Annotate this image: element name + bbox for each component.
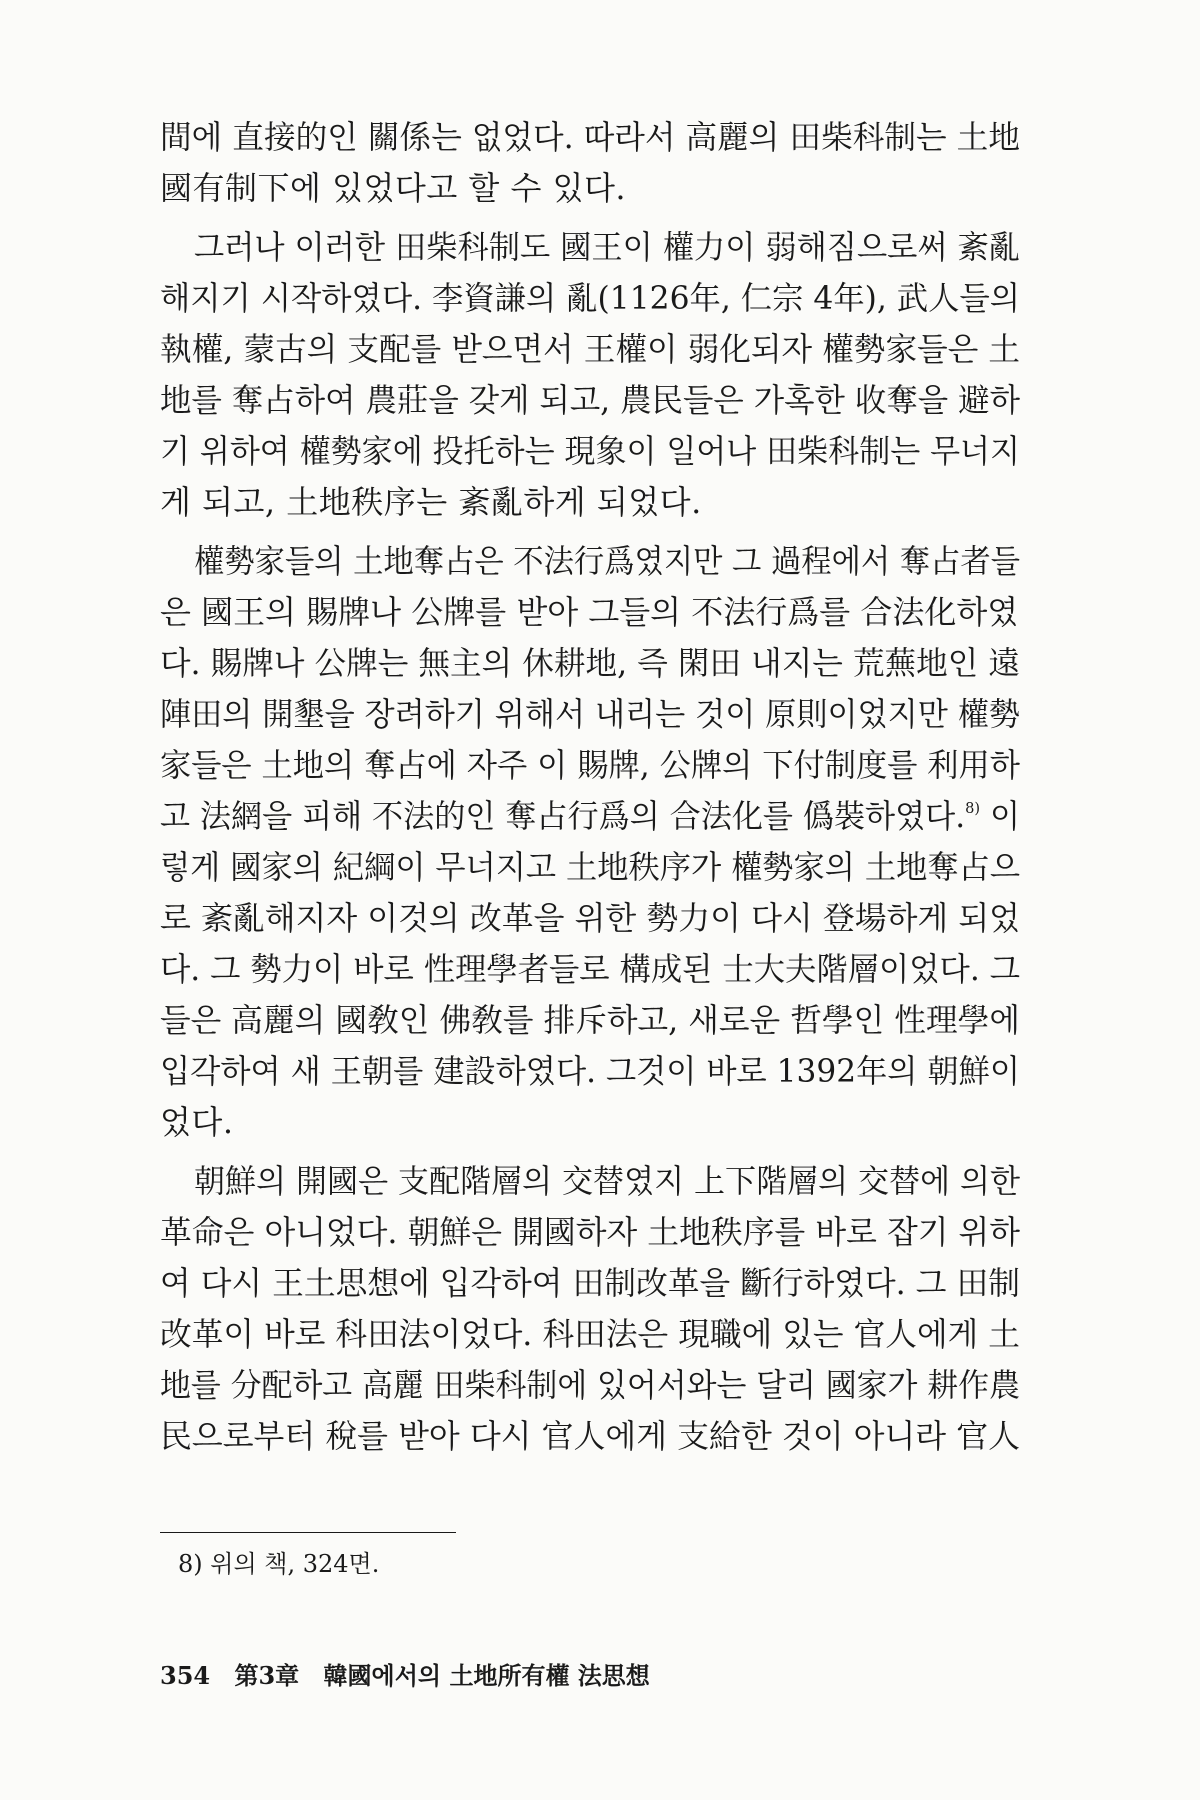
line-text: 렇게 國家의 紀綱이 무너지고 土地秩序가 權勢家의 土地奪占으 (160, 848, 1020, 886)
text-line: 고 法網을 피해 不法的인 奪占行爲의 合法化를 僞裝하였다.8) 이 (160, 791, 1020, 842)
line-text: 들은 高麗의 國敎인 佛敎를 排斥하고, 새로운 哲學인 性理學에 (160, 1001, 1020, 1039)
text-line (160, 740, 1020, 791)
text-line (160, 1411, 1020, 1462)
text-line (160, 1046, 1020, 1097)
page-footer (160, 1658, 650, 1694)
line-text: 陣田의 開墾을 장려하기 위해서 내리는 것이 原則이었지만 權勢 (160, 695, 1020, 733)
line-text: 改革이 바로 科田法이었다. 科田法은 現職에 있는 官人에게 土 (160, 1315, 1020, 1353)
text-line (160, 375, 1020, 426)
text-line (160, 1309, 1020, 1360)
line-text: 權勢家들의 土地奪占은 不法行爲였지만 그 過程에서 奪占者들 (194, 542, 1020, 580)
text-line (160, 944, 1020, 995)
line-text: 國有制下에 있었다고 할 수 있다. (160, 169, 627, 207)
paragraph-start-line (160, 222, 1020, 273)
text-line (160, 689, 1020, 740)
line-text: 다. 賜牌나 公牌는 無主의 休耕地, 즉 閑田 내지는 荒蕪地인 遠 (160, 644, 1020, 682)
line-text: 다. 그 勢力이 바로 性理學者들로 構成된 士大夫階層이었다. 그 (160, 950, 1020, 988)
line-text: 해지기 시작하였다. 李資謙의 亂(1126年, 仁宗 4年), 武人들의 (160, 279, 1020, 317)
paragraph-start-line (160, 536, 1020, 587)
line-text: 地를 分配하고 高麗 田柴科制에 있어서와는 달리 國家가 耕作農 (160, 1366, 1020, 1404)
line-text: 間에 直接的인 關係는 없었다. 따라서 高麗의 田柴科制는 土地 (160, 118, 1020, 156)
text-line (160, 273, 1020, 324)
line-text: 朝鮮의 開國은 支配階層의 交替였지 上下階層의 交替에 의한 (194, 1162, 1020, 1200)
chapter-number: 第3章 (234, 1661, 300, 1690)
line-text: 革命은 아니었다. 朝鮮은 開國하자 土地秩序를 바로 잡기 위하 (160, 1213, 1020, 1251)
line-text: 執權, 蒙古의 支配를 받으면서 王權이 弱化되자 權勢家들은 土 (160, 330, 1020, 368)
text-line (160, 1207, 1020, 1258)
text-line (160, 1258, 1020, 1309)
line-text: 게 되고, 土地秩序는 紊亂하게 되었다. (160, 483, 702, 521)
line-text: 地를 奪占하여 農莊을 갖게 되고, 農民들은 가혹한 收奪을 避하 (160, 381, 1020, 419)
text-line (160, 995, 1020, 1046)
text-line (160, 426, 1020, 477)
text-line (160, 842, 1020, 893)
line-text: 입각하여 새 王朝를 建設하였다. 그것이 바로 1392年의 朝鮮이 (160, 1052, 1020, 1090)
text-line (160, 587, 1020, 638)
chapter-title: 韓國에서의 土地所有權 法思想 (323, 1661, 650, 1690)
text-line (160, 324, 1020, 375)
line-text: 은 國王의 賜牌나 公牌를 받아 그들의 不法行爲를 合法化하였 (160, 593, 1019, 631)
text-line (160, 1097, 1020, 1148)
body-text (160, 112, 1020, 1462)
text-line (160, 477, 1020, 528)
line-text: 여 다시 王土思想에 입각하여 田制改革을 斷行하였다. 그 田制 (160, 1264, 1020, 1302)
text-line (160, 112, 1020, 163)
line-text: 었다. (160, 1103, 234, 1141)
text-line (160, 163, 1020, 214)
text-line (160, 638, 1020, 689)
line-text-tail: 이 (989, 797, 1020, 835)
line-text: 民으로부터 稅를 받아 다시 官人에게 支給한 것이 아니라 官人 (160, 1417, 1020, 1455)
line-text: 그러나 이러한 田柴科制도 國王이 權力이 弱해짐으로써 紊亂 (194, 228, 1020, 266)
text-line (160, 893, 1020, 944)
page-number: 354 (160, 1661, 211, 1690)
line-text: 기 위하여 權勢家에 投托하는 現象이 일어나 田柴科制는 무너지 (160, 432, 1020, 470)
line-text: 家들은 土地의 奪占에 자주 이 賜牌, 公牌의 下付制度를 利用하 (160, 746, 1020, 784)
footnote-divider (160, 1532, 456, 1533)
line-text: 고 法網을 피해 不法的인 奪占行爲의 合法化를 僞裝하였다. (160, 797, 966, 835)
footnote: 8) 위의 책, 324면. (178, 1550, 380, 1578)
paragraph-start-line (160, 1156, 1020, 1207)
text-line (160, 1360, 1020, 1411)
line-text: 로 紊亂해지자 이것의 改革을 위한 勢力이 다시 登場하게 되었 (160, 899, 1020, 937)
